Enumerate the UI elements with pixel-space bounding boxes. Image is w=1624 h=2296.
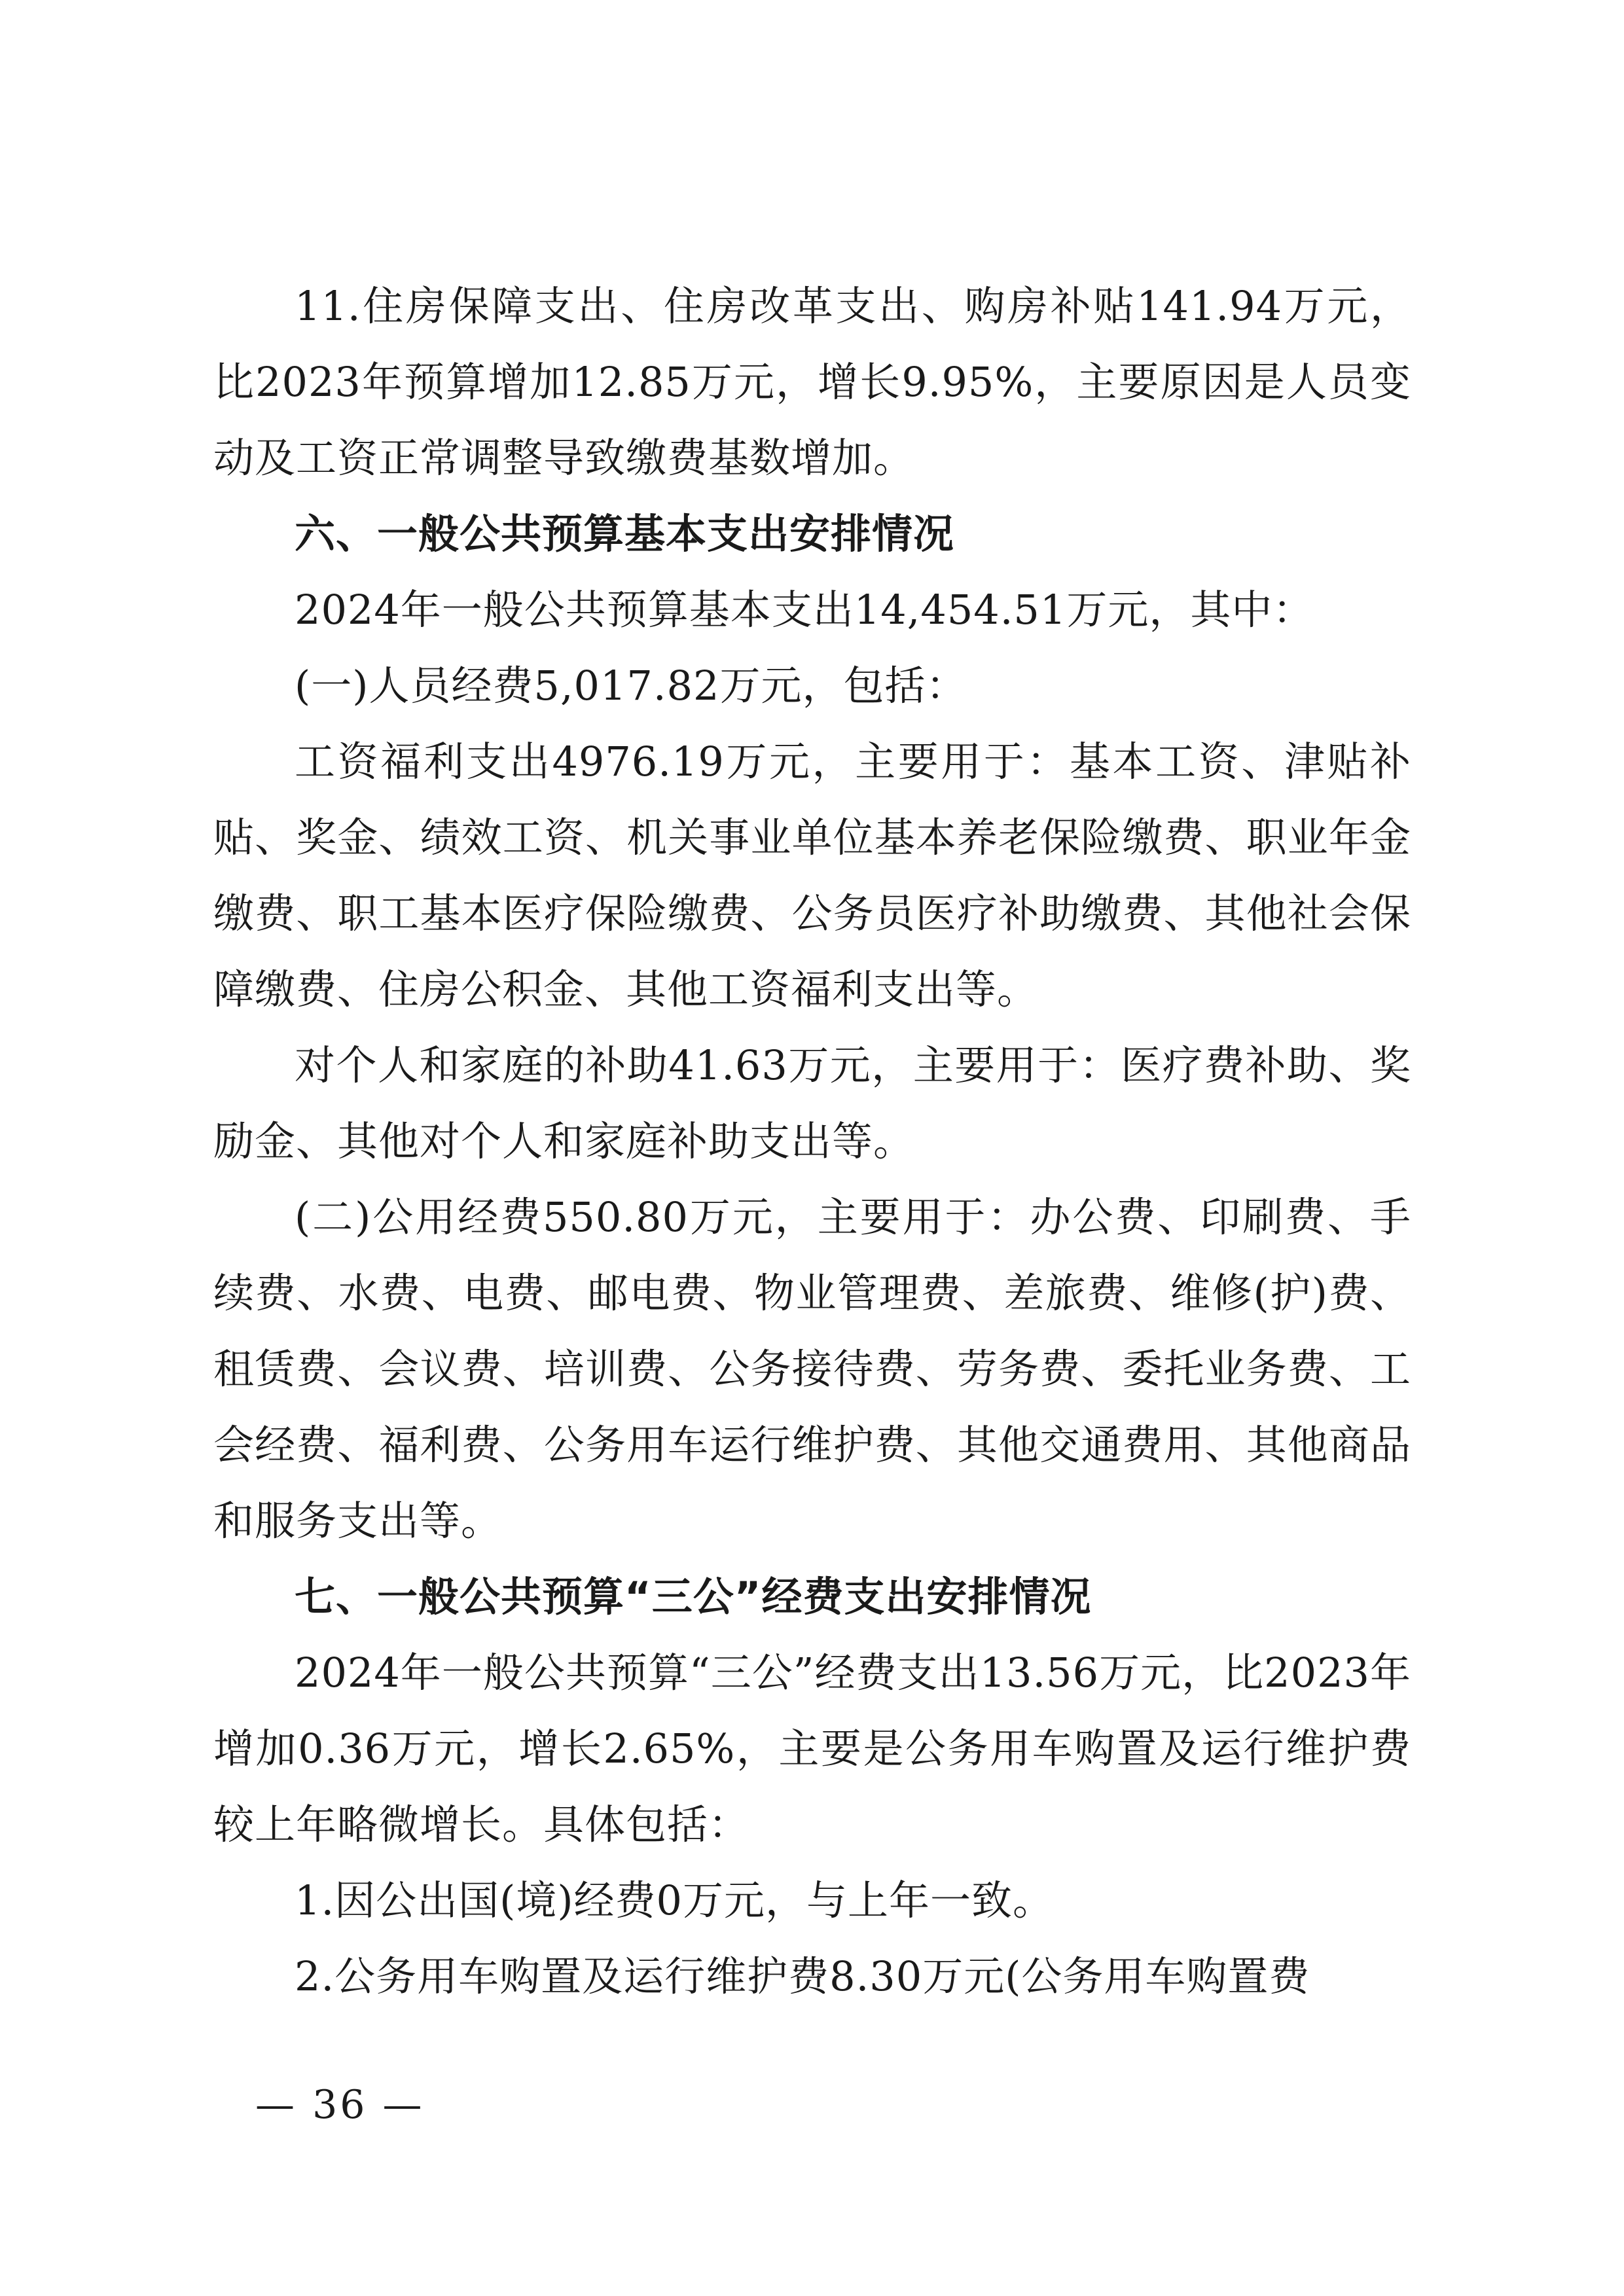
paragraph-three-public-expenditure: 2024年一般公共预算“三公”经费支出13.56万元，比2023年增加0.36万元，增长2.65%，主要是公务用车购置及运行维护费较上年略微增长。具体包括： — [213, 1649, 1411, 1848]
page-number: — 36 — — [255, 2082, 425, 2128]
paragraph-housing-expenditure: 11.住房保障支出、住房改革支出、购房补贴141.94万元，比2023年预算增加12.85万元，增长9.95%，主要原因是人员变动及工资正常调整导致缴费基数增加。 — [213, 282, 1411, 482]
section-heading-7: 七、一般公共预算“三公”经费支出安排情况 — [295, 1573, 1092, 1621]
paragraph-household-subsidy: 对个人和家庭的补助41.63万元，主要用于：医疗费补助、奖励金、其他对个人和家庭补助支出等。 — [213, 1041, 1411, 1165]
section-heading-6: 六、一般公共预算基本支出安排情况 — [295, 510, 955, 558]
paragraph-public-funds: (二)公用经费550.80万元，主要用于：办公费、印刷费、手续费、水费、电费、邮电费、物业管理费、差旅费、维修(护)费、租赁费、会议费、培训费、公务接待费、劳务费、委托业务费、工会经费、福利费、公务用车运行维护费、其他交通费用、其他商品和服务支出等。 — [213, 1193, 1411, 1545]
paragraph-personnel-funds: (一)人员经费5,017.82万元，包括： — [295, 662, 967, 709]
page-body — [213, 268, 1411, 2015]
paragraph-basic-expenditure: 2024年一般公共预算基本支出14,454.51万元，其中： — [295, 586, 1314, 634]
paragraph-wage-welfare: 工资福利支出4976.19万元，主要用于：基本工资、津贴补贴、奖金、绩效工资、机关事业单位基本养老保险缴费、职业年金缴费、职工基本医疗保险缴费、公务员医疗补助缴费、其他社会保障缴费、住房公积金、其他工资福利支出等。 — [213, 738, 1411, 1013]
paragraph-vehicle-costs: 2.公务用车购置及运行维护费8.30万元(公务用车购置费 — [295, 1952, 1310, 2000]
paragraph-overseas-travel: 1.因公出国(境)经费0万元，与上年一致。 — [295, 1876, 1054, 1924]
